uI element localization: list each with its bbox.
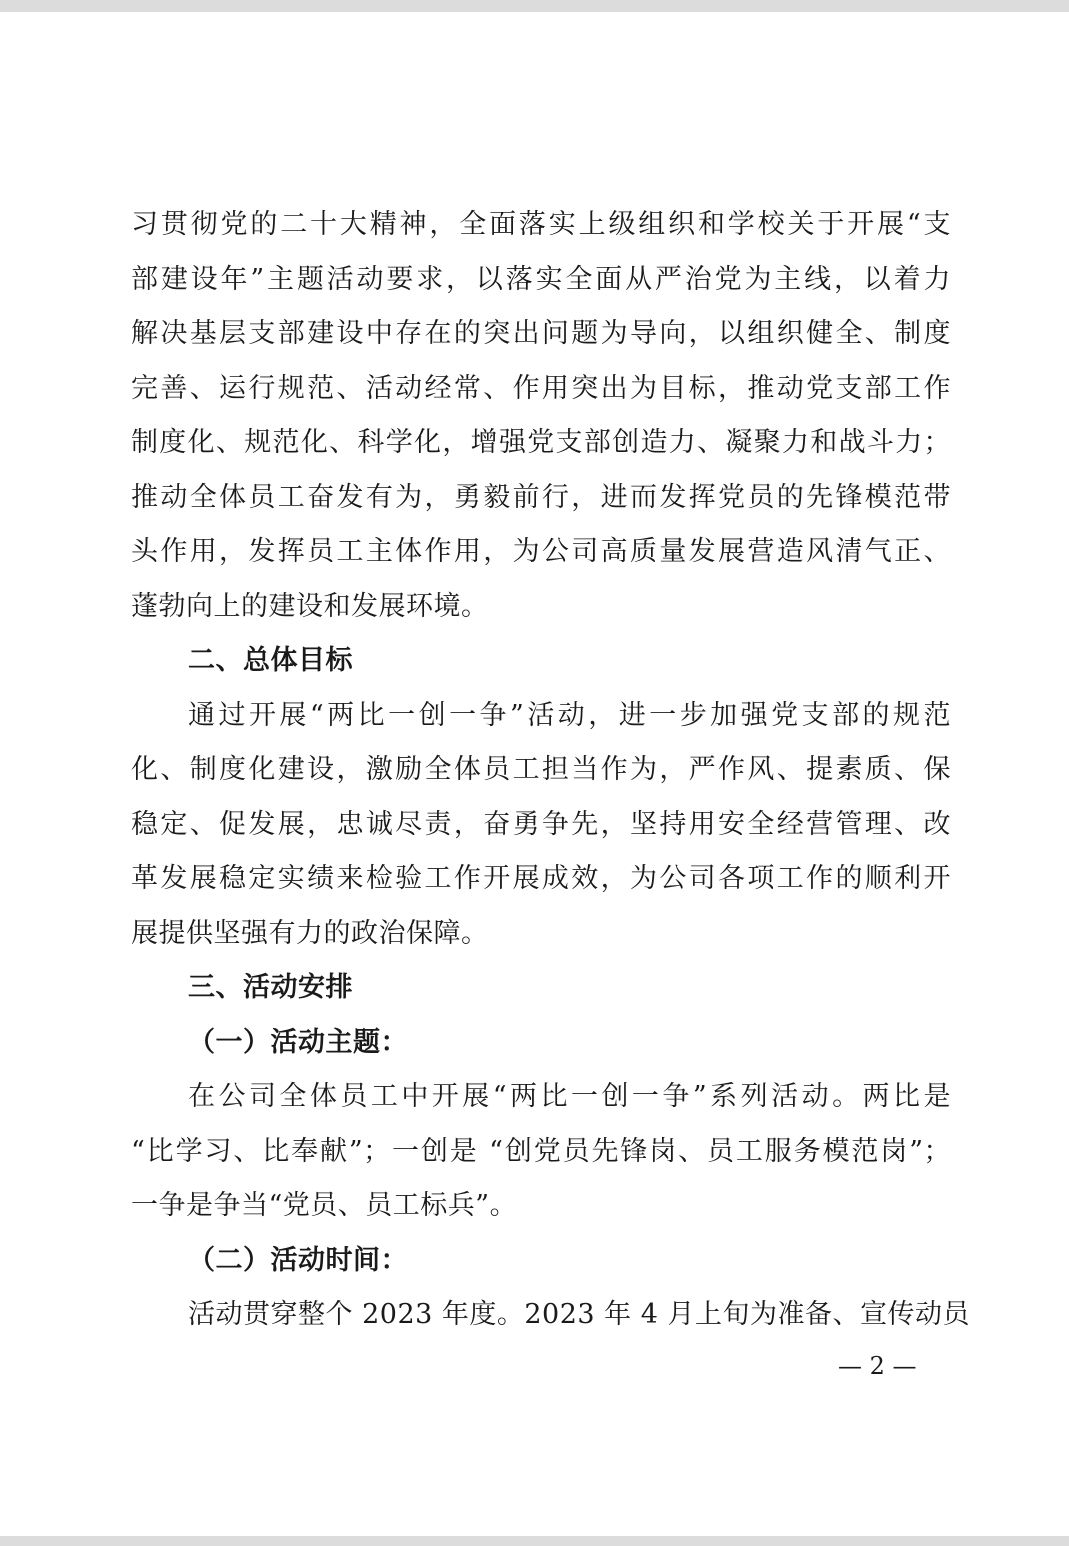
page-top-edge [0,0,1069,12]
text-line: 稳定、促发展，忠诚尽责，奋勇争先，坚持用安全经营管理、改 [131,808,951,840]
text-line: 展提供坚强有力的政治保障。 [131,917,489,949]
text-line: 推动全体员工奋发有为，勇毅前行，进而发挥党员的先锋模范带 [131,481,951,513]
document-body [131,198,971,1343]
text-line: 活动贯穿整个 2023 年度。2023 年 4 月上旬为准备、宣传动员 [188,1299,971,1330]
text-line: 在公司全体员工中开展“两比一创一争”系列活动。两比是 [188,1081,951,1112]
text-line: 完善、运行规范、活动经常、作用突出为目标，推动党支部工作 [131,372,951,404]
text-line: 制度化、规范化、科学化，增强党支部创造力、凝聚力和战斗力； [131,427,951,458]
text-line: 一争是争当“党员、员工标兵”。 [131,1190,518,1221]
page-number: — 2 — [838,1352,917,1380]
section-heading-activity-arrangement: 三、活动安排 [188,972,353,1003]
text-line: 通过开展“两比一创一争”活动，进一步加强党支部的规范 [188,699,951,731]
text-line: 解决基层支部建设中存在的突出问题为导向，以组织健全、制度 [131,318,951,349]
text-line: 化、制度化建设，激励全体员工担当作为，严作风、提素质、保 [131,754,951,785]
text-line: 革发展稳定实绩来检验工作开展成效，为公司各项工作的顺利开 [131,863,951,894]
text-line: “比学习、比奉献”；一创是 “创党员先锋岗、员工服务模范岗”； [131,1135,951,1167]
page-bottom-edge [0,1536,1069,1546]
section-heading-overall-goal: 二、总体目标 [188,645,353,676]
text-line: 头作用，发挥员工主体作用，为公司高质量发展营造风清气正、 [131,536,951,567]
subsection-heading-activity-time: （二）活动时间： [188,1244,408,1276]
text-line: 部建设年”主题活动要求，以落实全面从严治党为主线，以着力 [131,263,951,295]
subsection-heading-activity-theme: （一）活动主题： [188,1026,408,1058]
text-line: 蓬勃向上的建设和发展环境。 [131,590,489,622]
text-line: 习贯彻党的二十大精神，全面落实上级组织和学校关于开展“支 [131,209,951,240]
